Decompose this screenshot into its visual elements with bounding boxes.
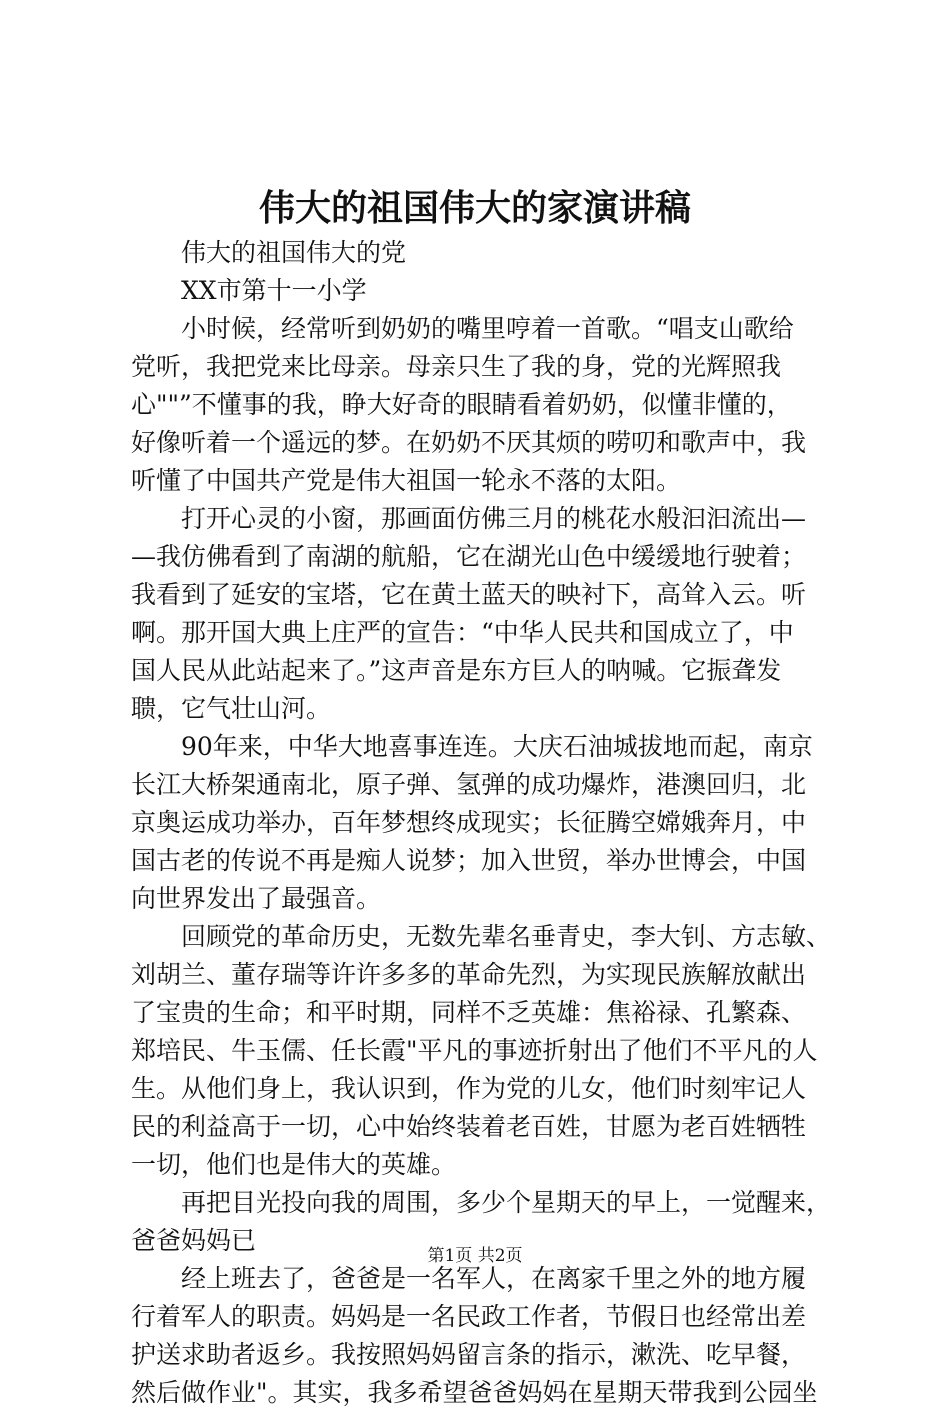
text-line: 党听，我把党来比母亲。母亲只生了我的身，党的光辉照我 — [131, 352, 782, 381]
text-line: 小时候，经常听到奶奶的嘴里哼着一首歌。“唱支山歌给 — [181, 314, 794, 343]
document-body — [131, 234, 831, 1412]
document-title: 伟大的祖国伟大的家演讲稿 — [258, 187, 691, 229]
text-line: 行着军人的职责。妈妈是一名民政工作者，节假日也经常出差 — [131, 1302, 807, 1331]
text-line: 民的利益高于一切，心中始终装着老百姓，甘愿为老百姓牺牲 — [131, 1112, 807, 1141]
text-line: 爸爸妈妈已 — [131, 1226, 257, 1255]
text-line: 经上班去了，爸爸是一名军人，在离家千里之外的地方履 — [181, 1264, 807, 1293]
text-line: 聩，它气壮山河。 — [131, 694, 332, 723]
text-line: 好像听着一个遥远的梦。在奶奶不厌其烦的唠叨和歌声中，我 — [131, 428, 807, 457]
text-line: 然后做作业"。其实，我多希望爸爸妈妈在星期天带我到公园坐 — [131, 1378, 818, 1407]
text-line: 心""”不懂事的我，睁大好奇的眼睛看着奶奶，似懂非懂的， — [131, 390, 792, 419]
text-line: 了宝贵的生命；和平时期，同样不乏英雄：焦裕禄、孔繁森、 — [131, 998, 807, 1027]
text-line: XX市第十一小学 — [181, 276, 367, 305]
text-line: 伟大的祖国伟大的党 — [181, 238, 407, 267]
text-line: 护送求助者返乡。我按照妈妈留言条的指示，漱洗、吃早餐， — [131, 1340, 807, 1369]
text-line: 郑培民、牛玉儒、任长霞"平凡的事迹折射出了他们不平凡的人 — [131, 1036, 818, 1065]
text-line: 向世界发出了最强音。 — [131, 884, 382, 913]
text-line: 听懂了中国共产党是伟大祖国一轮永不落的太阳。 — [131, 466, 682, 495]
text-line: 90年来，中华大地喜事连连。大庆石油城拔地而起，南京 — [181, 732, 813, 761]
text-line: 再把目光投向我的周围，多少个星期天的早上，一觉醒来， — [181, 1188, 831, 1217]
text-line: 国人民从此站起来了。”这声音是东方巨人的呐喊。它振聋发 — [131, 656, 782, 685]
text-line: 生。从他们身上，我认识到，作为党的儿女，他们时刻牢记人 — [131, 1074, 807, 1103]
text-line: 一切，他们也是伟大的英雄。 — [131, 1150, 457, 1179]
text-line: —我仿佛看到了南湖的航船，它在湖光山色中缓缓地行驶着； — [131, 542, 807, 571]
text-line: 我看到了延安的宝塔，它在黄土蓝天的映衬下，高耸入云。听 — [131, 580, 807, 609]
text-line: 京奥运成功举办，百年梦想终成现实；长征腾空嫦娥奔月，中 — [131, 808, 807, 837]
text-line: 长江大桥架通南北，原子弹、氢弹的成功爆炸，港澳回归，北 — [131, 770, 807, 799]
text-line: 国古老的传说不再是痴人说梦；加入世贸，举办世博会，中国 — [131, 846, 807, 875]
text-line: 回顾党的革命历史，无数先辈名垂青史，李大钊、方志敏、 — [181, 922, 831, 951]
page-footer: 第1页 共2页 — [427, 1246, 523, 1266]
text-line: 刘胡兰、董存瑞等许许多多的革命先烈，为实现民族解放献出 — [131, 960, 807, 989]
text-line: 打开心灵的小窗，那画面仿佛三月的桃花水般汩汩流出— — [181, 504, 807, 533]
text-line: 啊。那开国大典上庄严的宣告：“中华人民共和国成立了，中 — [131, 618, 794, 647]
